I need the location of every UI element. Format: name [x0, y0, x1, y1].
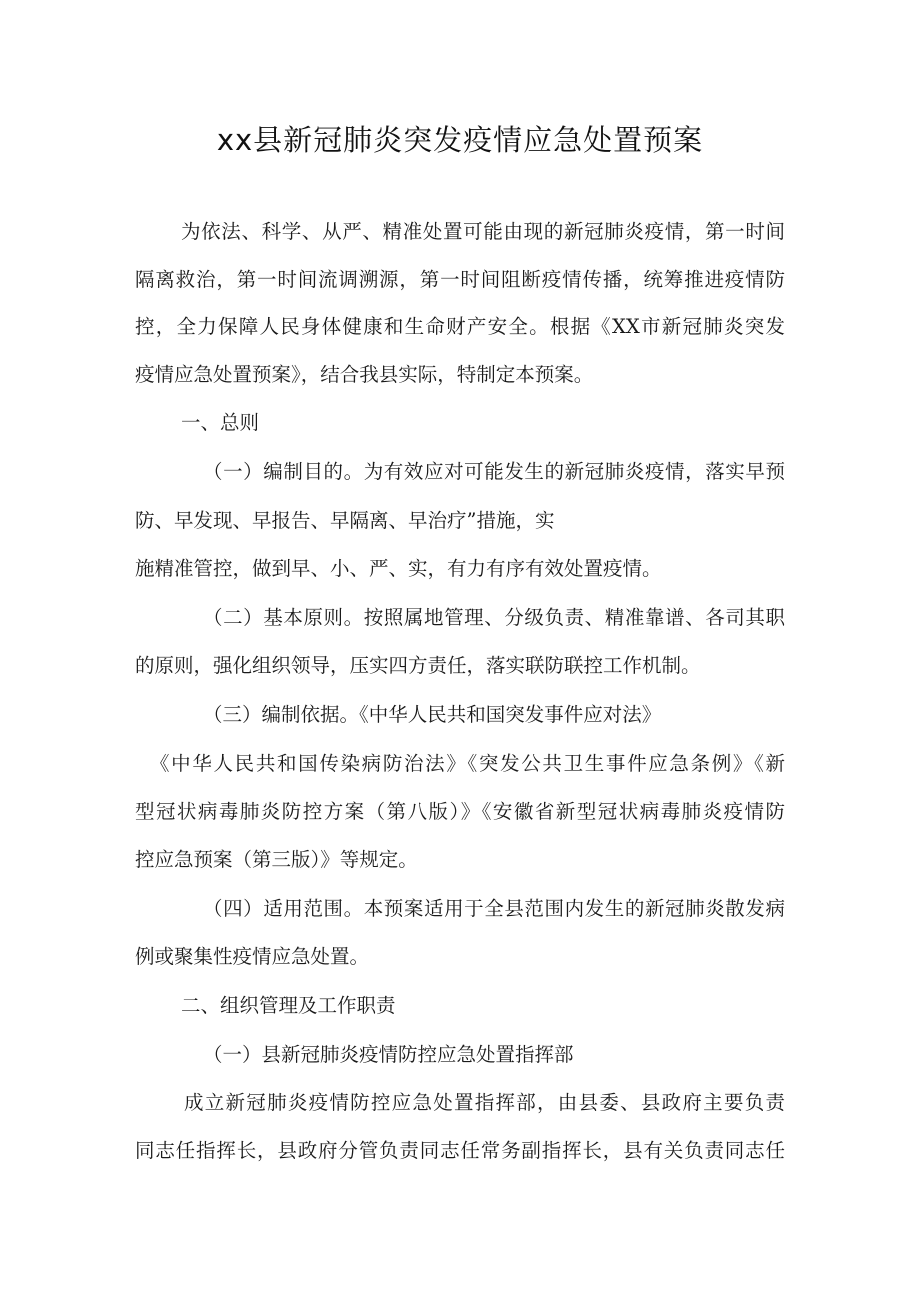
subsection-heading: （一）县新冠肺炎疫情防控应急处置指挥部	[203, 1043, 574, 1066]
paragraph-line: 型冠状病毒肺炎防控方案（第八版）》《安徽省新型冠状病毒肺炎疫情防	[135, 800, 785, 823]
paragraph-line: （三）编制依据。《中华人民共和国突发事件应对法》	[203, 703, 662, 726]
paragraph-line: 隔离救治，第一时间流调溯源，第一时间阻断疫情传播，统筹推进疫情防	[135, 268, 785, 291]
paragraph-line: （二）基本原则。按照属地管理、分级负责、精准靠谱、各司其职	[203, 606, 785, 629]
paragraph-line: （一）编制目的。为有效应对可能发生的新冠肺炎疫情，落实早预	[203, 460, 785, 483]
paragraph-line: 控，全力保障人民身体健康和生命财产安全。根据《XX市新冠肺炎突发	[135, 315, 785, 338]
paragraph-line: 控应急预案（第三版）》等规定。	[135, 848, 418, 871]
paragraph-line: 例或聚集性疫情应急处置。	[135, 945, 370, 968]
paragraph-line: 疫情应急处置预案》，结合我县实际，特制定本预案。	[135, 363, 594, 386]
paragraph-line: 的原则，强化组织领导，压实四方责任，落实联防联控工作机制。	[135, 654, 701, 677]
paragraph-line: （四）适用范围。本预案适用于全县范围内发生的新冠肺炎散发病	[203, 897, 785, 920]
document-title: xx县新冠肺炎突发疫情应急处置预案	[216, 123, 704, 157]
section-heading: 二、组织管理及工作职责	[181, 994, 396, 1017]
paragraph-line: 施精准管控，做到早、小、严、实，有力有序有效处置疫情。	[135, 557, 662, 580]
paragraph-line: 成立新冠肺炎疫情防控应急处置指挥部，由县委、县政府主要负责	[184, 1091, 785, 1114]
paragraph-line: 同志任指挥长，县政府分管负责同志任常务副指挥长，县有关负责同志任	[135, 1139, 785, 1162]
paragraph-line: 防、早发现、早报告、早隔离、早治疗”措施，实	[135, 509, 555, 532]
paragraph-line: 《中华人民共和国传染病防治法》《突发公共卫生事件应急条例》《新	[150, 752, 785, 775]
paragraph-line: 为依法、科学、从严、精准处置可能由现的新冠肺炎疫情，第一时间	[181, 220, 785, 243]
section-heading: 一、总则	[181, 411, 260, 434]
